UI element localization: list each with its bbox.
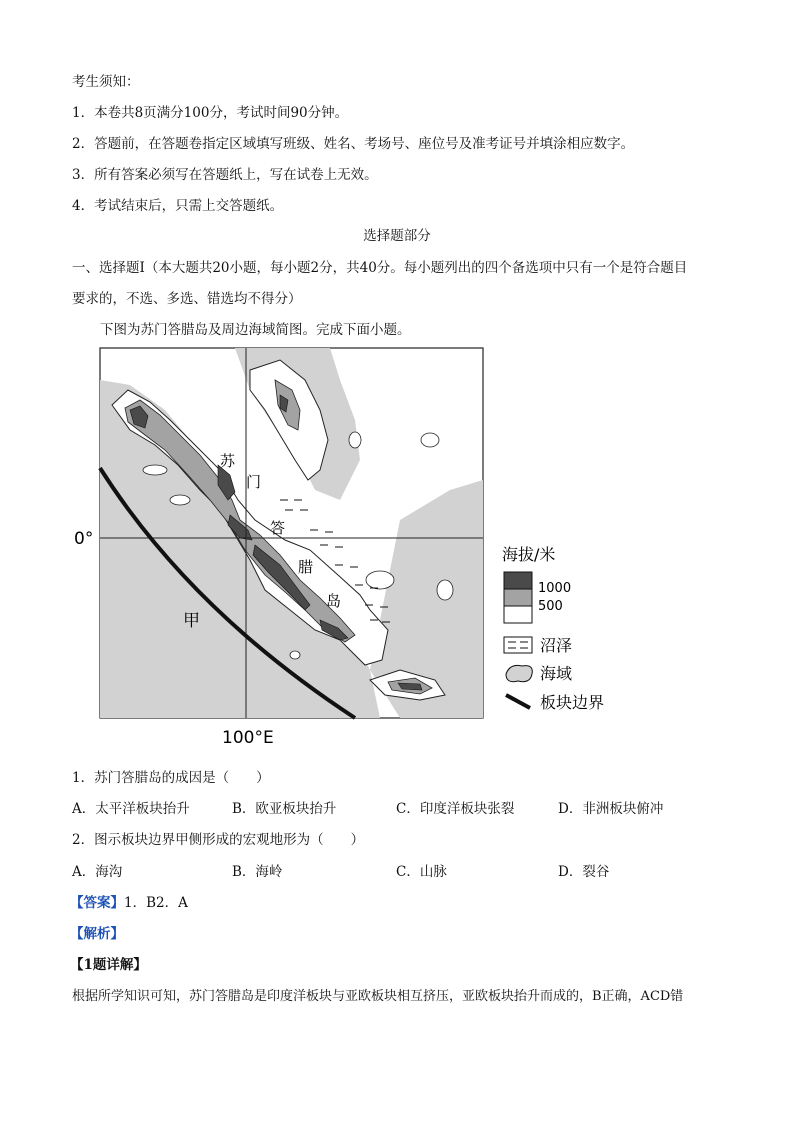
island-char: 门: [246, 473, 262, 491]
question-option: B．欧亚板块抬升: [232, 801, 337, 817]
region-label: 甲: [183, 611, 200, 631]
legend-boundary: 板块边界: [540, 693, 605, 712]
answer-label: 【答案】: [70, 895, 124, 911]
question-stem: 1．苏门答腊岛的成因是（ ）: [72, 770, 270, 786]
question-option: A．太平洋板块抬升: [72, 801, 190, 817]
question-stem: 2．图示板块边界甲侧形成的宏观地形为（ ）: [72, 832, 365, 848]
island-char: 答: [270, 519, 286, 537]
sumatra-map: [70, 340, 630, 750]
question-option: C．山脉: [396, 864, 447, 880]
detail-label: 【1题详解】: [70, 957, 147, 973]
islet: [290, 651, 300, 659]
map-intro: 下图为苏门答腊岛及周边海域简图。完成下面小题。: [100, 322, 411, 338]
detail-text: 根据所学知识可知，苏门答腊岛是印度洋板块与亚欧板块相互挤压，亚欧板块抬升而成的，B正确，ACD错: [72, 989, 684, 1004]
island-char: 岛: [326, 592, 342, 610]
analysis-label: 【解析】: [70, 926, 124, 942]
legend-sea: 海域: [540, 664, 573, 683]
legend-swatch-sea: [506, 665, 532, 681]
notice-item: 1．本卷共8页满分100分，考试时间90分钟。: [72, 105, 349, 121]
notice-title: 考生须知：: [72, 74, 140, 90]
legend-swatch-high: [504, 572, 532, 589]
legend-swamp: 沼泽: [540, 636, 573, 655]
island-char: 腊: [298, 558, 314, 576]
legend-swatch-swamp: [504, 637, 532, 653]
notice-item: 4．考试结束后，只需上交答题纸。: [72, 198, 284, 214]
islet: [437, 580, 453, 600]
islet: [421, 433, 439, 447]
part-heading: 一、选择题Ⅰ（本大题共20小题，每小题2分，共40分。每小题列出的四个备选项中只有一个是符合题目: [72, 260, 688, 276]
question-option: B．海岭: [232, 864, 283, 880]
legend-elev-mid: 500: [538, 599, 563, 614]
question-option: D．裂谷: [558, 864, 610, 880]
question-option: D．非洲板块俯冲: [558, 801, 664, 817]
lat-label: 0°: [74, 529, 94, 549]
legend-swatch-low: [504, 606, 532, 623]
part-heading: 要求的，不选、多选、错选均不得分）: [72, 291, 302, 307]
question-option: C．印度洋板块张裂: [396, 801, 515, 817]
answer-text: 1．B2．A: [124, 895, 188, 911]
island-char: 苏: [220, 452, 236, 470]
notice-item: 2．答题前，在答题卷指定区域填写班级、姓名、考场号、座位号及准考证号并填涂相应数字。: [72, 136, 635, 152]
legend-swatch-mid: [504, 589, 532, 606]
islet: [170, 495, 190, 505]
islet: [366, 571, 394, 589]
lon-label: 100°E: [222, 728, 274, 748]
answer-line: [70, 891, 188, 911]
legend-swatch-boundary: [506, 695, 530, 708]
notice-item: 3．所有答案必须写在答题纸上，写在试卷上无效。: [72, 167, 378, 183]
legend-title: 海拔/米: [502, 545, 556, 564]
analysis-line: [70, 922, 124, 942]
question-option: A．海沟: [72, 864, 123, 880]
section-title: 选择题部分: [363, 228, 431, 244]
legend-elev-high: 1000: [538, 581, 572, 596]
islet: [143, 465, 167, 475]
islet: [349, 432, 361, 448]
